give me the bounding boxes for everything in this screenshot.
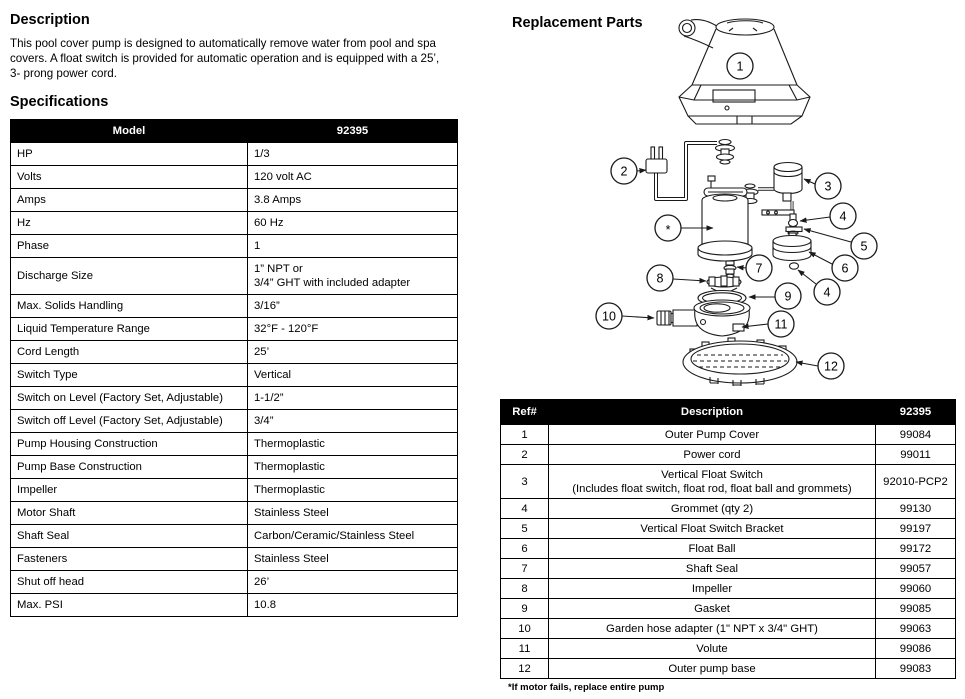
spec-name-cell: Shut off head <box>11 571 248 594</box>
spec-name-cell: Switch on Level (Factory Set, Adjustable) <box>11 387 248 410</box>
part-number-cell: 99057 <box>876 559 956 579</box>
part-description-cell: Gasket <box>549 599 876 619</box>
table-row <box>501 425 956 445</box>
part-description-cell: Garden hose adapter (1" NPT x 3/4" GHT) <box>549 619 876 639</box>
part-description-cell: Volute <box>549 639 876 659</box>
table-row <box>501 465 956 499</box>
exploded-parts-diagram <box>505 0 965 395</box>
spec-name-cell: Pump Base Construction <box>11 456 248 479</box>
volute-drawing <box>673 300 750 336</box>
table-row <box>11 548 458 571</box>
table-row <box>501 619 956 639</box>
callout-3 <box>815 173 841 199</box>
parts-header-ref: Ref# <box>501 400 549 425</box>
spec-table-body <box>11 143 458 617</box>
float-ball-drawing <box>773 233 811 269</box>
spec-name-cell: Discharge Size <box>11 258 248 295</box>
part-number-cell: 99084 <box>876 425 956 445</box>
spec-name-cell: Volts <box>11 166 248 189</box>
part-number-cell: 99083 <box>876 659 956 679</box>
svg-text:2: 2 <box>620 164 628 179</box>
spec-name-cell: Liquid Temperature Range <box>11 318 248 341</box>
svg-text:10: 10 <box>602 309 616 324</box>
spec-value-cell: Thermoplastic <box>248 433 458 456</box>
callout-7 <box>746 255 772 281</box>
part-ref-cell: 4 <box>501 499 549 519</box>
spec-name-cell: HP <box>11 143 248 166</box>
spec-value-cell: Thermoplastic <box>248 479 458 502</box>
spec-value-cell: 1-1/2” <box>248 387 458 410</box>
part-number-cell: 99130 <box>876 499 956 519</box>
parts-table-body <box>501 425 956 679</box>
callout-4b <box>814 279 840 305</box>
callout-5 <box>851 233 877 259</box>
spec-name-cell: Impeller <box>11 479 248 502</box>
spec-value-cell: 26’ <box>248 571 458 594</box>
spec-name-cell: Phase <box>11 235 248 258</box>
impeller-drawing <box>707 276 741 291</box>
part-number-cell: 99086 <box>876 639 956 659</box>
motor-drawing <box>698 176 752 261</box>
part-description-cell: Vertical Float Switch Bracket <box>549 519 876 539</box>
spec-value-cell: 3/16” <box>248 295 458 318</box>
table-row <box>11 410 458 433</box>
spec-table-header-row <box>11 120 458 143</box>
part-number-cell: 99011 <box>876 445 956 465</box>
part-ref-cell: 2 <box>501 445 549 465</box>
part-ref-cell: 11 <box>501 639 549 659</box>
callout-1 <box>727 53 753 79</box>
spec-value-cell: 1” NPT or 3/4” GHT with included adapter <box>248 258 458 295</box>
spec-name-cell: Motor Shaft <box>11 502 248 525</box>
spec-value-cell: 60 Hz <box>248 212 458 235</box>
spec-header-model-number: 92395 <box>248 120 458 143</box>
callout-11 <box>768 311 794 337</box>
callout-8 <box>647 265 673 291</box>
spec-value-cell: Stainless Steel <box>248 502 458 525</box>
spec-name-cell: Fasteners <box>11 548 248 571</box>
callout-12 <box>818 353 844 379</box>
table-row <box>11 341 458 364</box>
part-number-cell: 92010-PCP2 <box>876 465 956 499</box>
shaft-seal-drawing <box>724 261 736 278</box>
svg-text:4: 4 <box>823 285 831 300</box>
spec-header-model: Model <box>11 120 248 143</box>
spec-value-cell: 120 volt AC <box>248 166 458 189</box>
spec-value-cell: 1/3 <box>248 143 458 166</box>
replacement-parts-heading: Replacement Parts <box>512 15 643 31</box>
svg-text:3: 3 <box>824 179 832 194</box>
spec-name-cell: Switch off Level (Factory Set, Adjustable) <box>11 410 248 433</box>
part-ref-cell: 1 <box>501 425 549 445</box>
part-number-cell: 99063 <box>876 619 956 639</box>
part-number-cell: 99197 <box>876 519 956 539</box>
table-row <box>11 594 458 617</box>
table-row <box>11 166 458 189</box>
part-description-cell: Grommet (qty 2) <box>549 499 876 519</box>
part-description-cell: Vertical Float Switch (Includes float switch, float rod, float ball and grommets) <box>549 465 876 499</box>
svg-text:8: 8 <box>656 271 664 286</box>
callout-2 <box>611 158 637 184</box>
part-number-cell: 99060 <box>876 579 956 599</box>
part-description-cell: Shaft Seal <box>549 559 876 579</box>
part-number-cell: 99085 <box>876 599 956 619</box>
callout-9 <box>775 283 801 309</box>
spec-value-cell: 10.8 <box>248 594 458 617</box>
spec-name-cell: Hz <box>11 212 248 235</box>
left-column <box>10 12 458 617</box>
svg-text:9: 9 <box>784 289 792 304</box>
callout-6 <box>832 255 858 281</box>
part-ref-cell: 9 <box>501 599 549 619</box>
part-ref-cell: 12 <box>501 659 549 679</box>
spec-name-cell: Shaft Seal <box>11 525 248 548</box>
table-row <box>11 235 458 258</box>
table-row <box>11 295 458 318</box>
parts-table-section <box>500 399 956 693</box>
table-row <box>11 479 458 502</box>
table-row <box>11 189 458 212</box>
spec-name-cell: Pump Housing Construction <box>11 433 248 456</box>
description-text: This pool cover pump is designed to automatically remove water from pool and spa covers. A float switch is provided for automatic operation and is equipped with a 25’, 3- prong power cord. <box>10 37 440 80</box>
spec-name-cell: Switch Type <box>11 364 248 387</box>
svg-text:12: 12 <box>824 359 838 374</box>
table-row <box>11 364 458 387</box>
part-description-cell: Float Ball <box>549 539 876 559</box>
part-description-cell: Impeller <box>549 579 876 599</box>
pump-base-drawing <box>683 338 797 386</box>
table-row <box>501 599 956 619</box>
part-ref-cell: 6 <box>501 539 549 559</box>
svg-text:1: 1 <box>736 59 744 74</box>
description-heading: Description <box>10 12 90 28</box>
callout-10 <box>596 303 622 329</box>
svg-text:11: 11 <box>774 317 788 332</box>
part-number-cell: 99172 <box>876 539 956 559</box>
table-row <box>11 571 458 594</box>
table-row <box>501 445 956 465</box>
table-row <box>501 539 956 559</box>
svg-text:6: 6 <box>841 261 849 276</box>
table-row <box>11 318 458 341</box>
parts-footnote: *If motor fails, replace entire pump <box>508 682 665 693</box>
parts-header-description: Description <box>549 400 876 425</box>
spec-name-cell: Cord Length <box>11 341 248 364</box>
spec-value-cell: 3.8 Amps <box>248 189 458 212</box>
spec-value-cell: Thermoplastic <box>248 456 458 479</box>
part-ref-cell: 10 <box>501 619 549 639</box>
table-row <box>11 525 458 548</box>
table-row <box>501 499 956 519</box>
table-row <box>11 212 458 235</box>
table-row <box>11 258 458 295</box>
svg-text:4: 4 <box>839 209 847 224</box>
specifications-heading: Specifications <box>10 94 109 110</box>
spec-value-cell: Vertical <box>248 364 458 387</box>
part-description-cell: Outer pump base <box>549 659 876 679</box>
spec-value-cell: 32°F - 120°F <box>248 318 458 341</box>
table-row <box>501 519 956 539</box>
spec-value-cell: 1 <box>248 235 458 258</box>
spec-value-cell: 3/4” <box>248 410 458 433</box>
svg-text:7: 7 <box>755 261 763 276</box>
parts-header-model-number: 92395 <box>876 400 956 425</box>
parts-table-header-row <box>501 400 956 425</box>
spec-name-cell: Max. Solids Handling <box>11 295 248 318</box>
spec-name-cell: Max. PSI <box>11 594 248 617</box>
table-row <box>501 579 956 599</box>
spec-value-cell: Stainless Steel <box>248 548 458 571</box>
table-row <box>501 639 956 659</box>
spec-value-cell: 25’ <box>248 341 458 364</box>
table-row <box>501 559 956 579</box>
spec-value-cell: Carbon/Ceramic/Stainless Steel <box>248 525 458 548</box>
part-ref-cell: 3 <box>501 465 549 499</box>
part-description-cell: Power cord <box>549 445 876 465</box>
table-row <box>11 502 458 525</box>
svg-text:5: 5 <box>860 239 868 254</box>
callout-asterisk <box>655 215 681 241</box>
table-row <box>11 387 458 410</box>
float-switch-bracket-drawing <box>762 210 802 235</box>
svg-text:*: * <box>665 223 671 237</box>
check-valve-fitting-drawing <box>716 140 735 165</box>
replacement-parts-table <box>500 399 956 679</box>
callout-4a <box>830 203 856 229</box>
table-row <box>11 456 458 479</box>
table-row <box>11 143 458 166</box>
specifications-table <box>10 119 458 617</box>
part-description-cell: Outer Pump Cover <box>549 425 876 445</box>
part-ref-cell: 7 <box>501 559 549 579</box>
table-row <box>501 659 956 679</box>
part-ref-cell: 5 <box>501 519 549 539</box>
table-row <box>11 433 458 456</box>
spec-name-cell: Amps <box>11 189 248 212</box>
part-ref-cell: 8 <box>501 579 549 599</box>
